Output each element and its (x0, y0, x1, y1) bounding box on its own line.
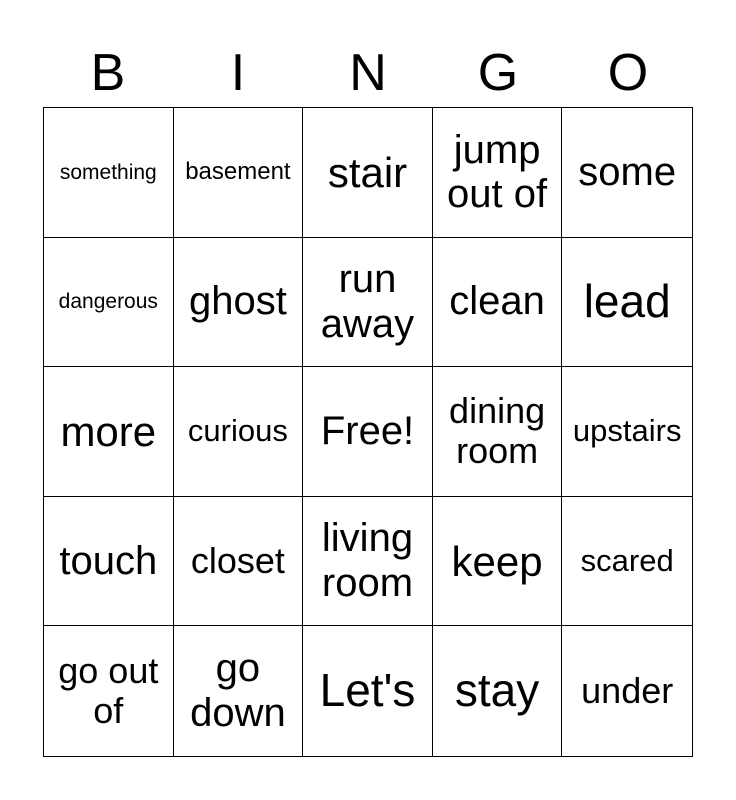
bingo-cell[interactable]: living room (303, 497, 433, 627)
bingo-cell[interactable]: run away (303, 238, 433, 368)
bingo-cell[interactable]: closet (174, 497, 304, 627)
bingo-cell[interactable]: some (562, 108, 692, 238)
bingo-cell[interactable]: Let's (303, 626, 433, 756)
bingo-cell[interactable]: dangerous (44, 238, 174, 368)
header-letter-n: N (349, 44, 387, 102)
bingo-cell[interactable]: something (44, 108, 174, 238)
header-letter-i: I (230, 44, 246, 102)
bingo-cell[interactable]: touch (44, 497, 174, 627)
bingo-header (43, 40, 693, 106)
bingo-cell[interactable]: more (44, 367, 174, 497)
free-space-cell[interactable]: Free! (303, 367, 433, 497)
bingo-cell[interactable]: dining room (433, 367, 563, 497)
bingo-cell[interactable]: go down (174, 626, 304, 756)
bingo-card (43, 107, 693, 757)
bingo-cell[interactable]: clean (433, 238, 563, 368)
bingo-cell[interactable]: stay (433, 626, 563, 756)
bingo-cell[interactable]: keep (433, 497, 563, 627)
bingo-cell[interactable]: jump out of (433, 108, 563, 238)
header-letter-g: G (477, 44, 519, 102)
bingo-cell[interactable]: basement (174, 108, 304, 238)
bingo-cell[interactable]: stair (303, 108, 433, 238)
bingo-cell[interactable]: ghost (174, 238, 304, 368)
bingo-cell[interactable]: curious (174, 367, 304, 497)
bingo-cell[interactable]: go out of (44, 626, 174, 756)
bingo-cell[interactable]: upstairs (562, 367, 692, 497)
bingo-cell[interactable]: under (581, 670, 674, 712)
bingo-cell[interactable]: lead (562, 238, 692, 368)
bingo-cell[interactable]: scared (562, 497, 692, 627)
header-letter-b: B (90, 44, 126, 102)
header-letter-o: O (607, 44, 649, 102)
